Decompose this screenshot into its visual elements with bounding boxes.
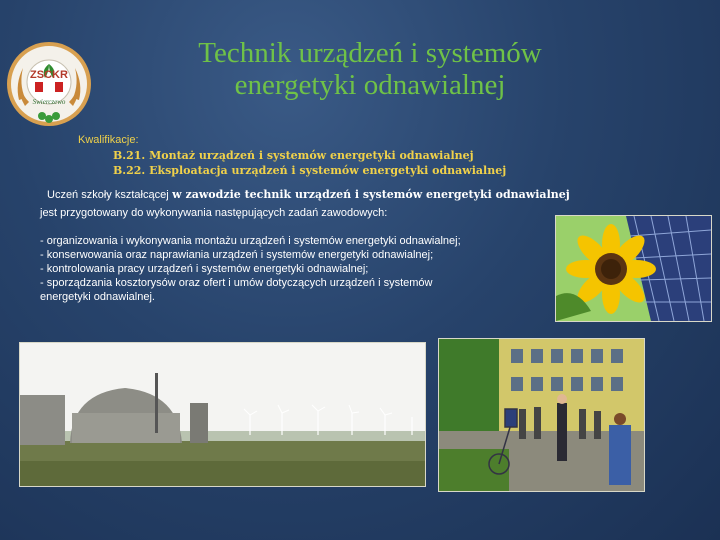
logo-text-bottom: Swierczewo: [32, 98, 66, 106]
task-item: - konserwowania oraz naprawiania urządzeń i systemów energetyki odnawialnej;: [40, 249, 434, 261]
task-item: - kontrolowania pracy urządzeń i systemów energetyki odnawialnej;: [40, 263, 369, 275]
logo-text-top: ZSCKR: [30, 69, 68, 81]
slide-title: [150, 37, 590, 101]
school-logo: [5, 40, 93, 128]
qualifications-label: Kwalifikacje:: [78, 134, 139, 146]
task-item: - sporządzania kosztorysów oraz ofert i umów dotyczących urządzeń i systemów: [40, 277, 433, 289]
tasks-list: [40, 234, 560, 304]
sunflower-solar-photo: [555, 215, 712, 322]
biogas-wind-photo: [19, 342, 426, 487]
qualification-item: B.22. Eksploatacja urządzeń i systemów energetyki odnawialnej: [113, 164, 507, 177]
qualification-item: B.21. Montaż urządzeń i systemów energetyki odnawialnej: [113, 149, 474, 162]
slide-title-line-1: Technik urządzeń i systemów: [198, 37, 542, 69]
intro-text-part-1: Uczeń szkoły kształcącej: [47, 189, 169, 201]
intro-paragraph: [40, 186, 600, 222]
task-item: - organizowania i wykonywania montażu urządzeń i systemów energetyki odnawialnej;: [40, 235, 461, 247]
school-visit-photo: [438, 338, 645, 492]
qualifications-block: [78, 133, 506, 178]
intro-text-part-2: w zawodzie technik urządzeń i systemów energetyki odnawialnej: [172, 188, 570, 201]
slide-title-line-2: energetyki odnawialnej: [234, 69, 506, 101]
task-item: energetyki odnawialnej.: [40, 291, 155, 303]
school-logo-emblem: [5, 40, 93, 128]
intro-text-part-3: jest przygotowany do wykonywania następujących zadań zawodowych:: [40, 207, 388, 219]
